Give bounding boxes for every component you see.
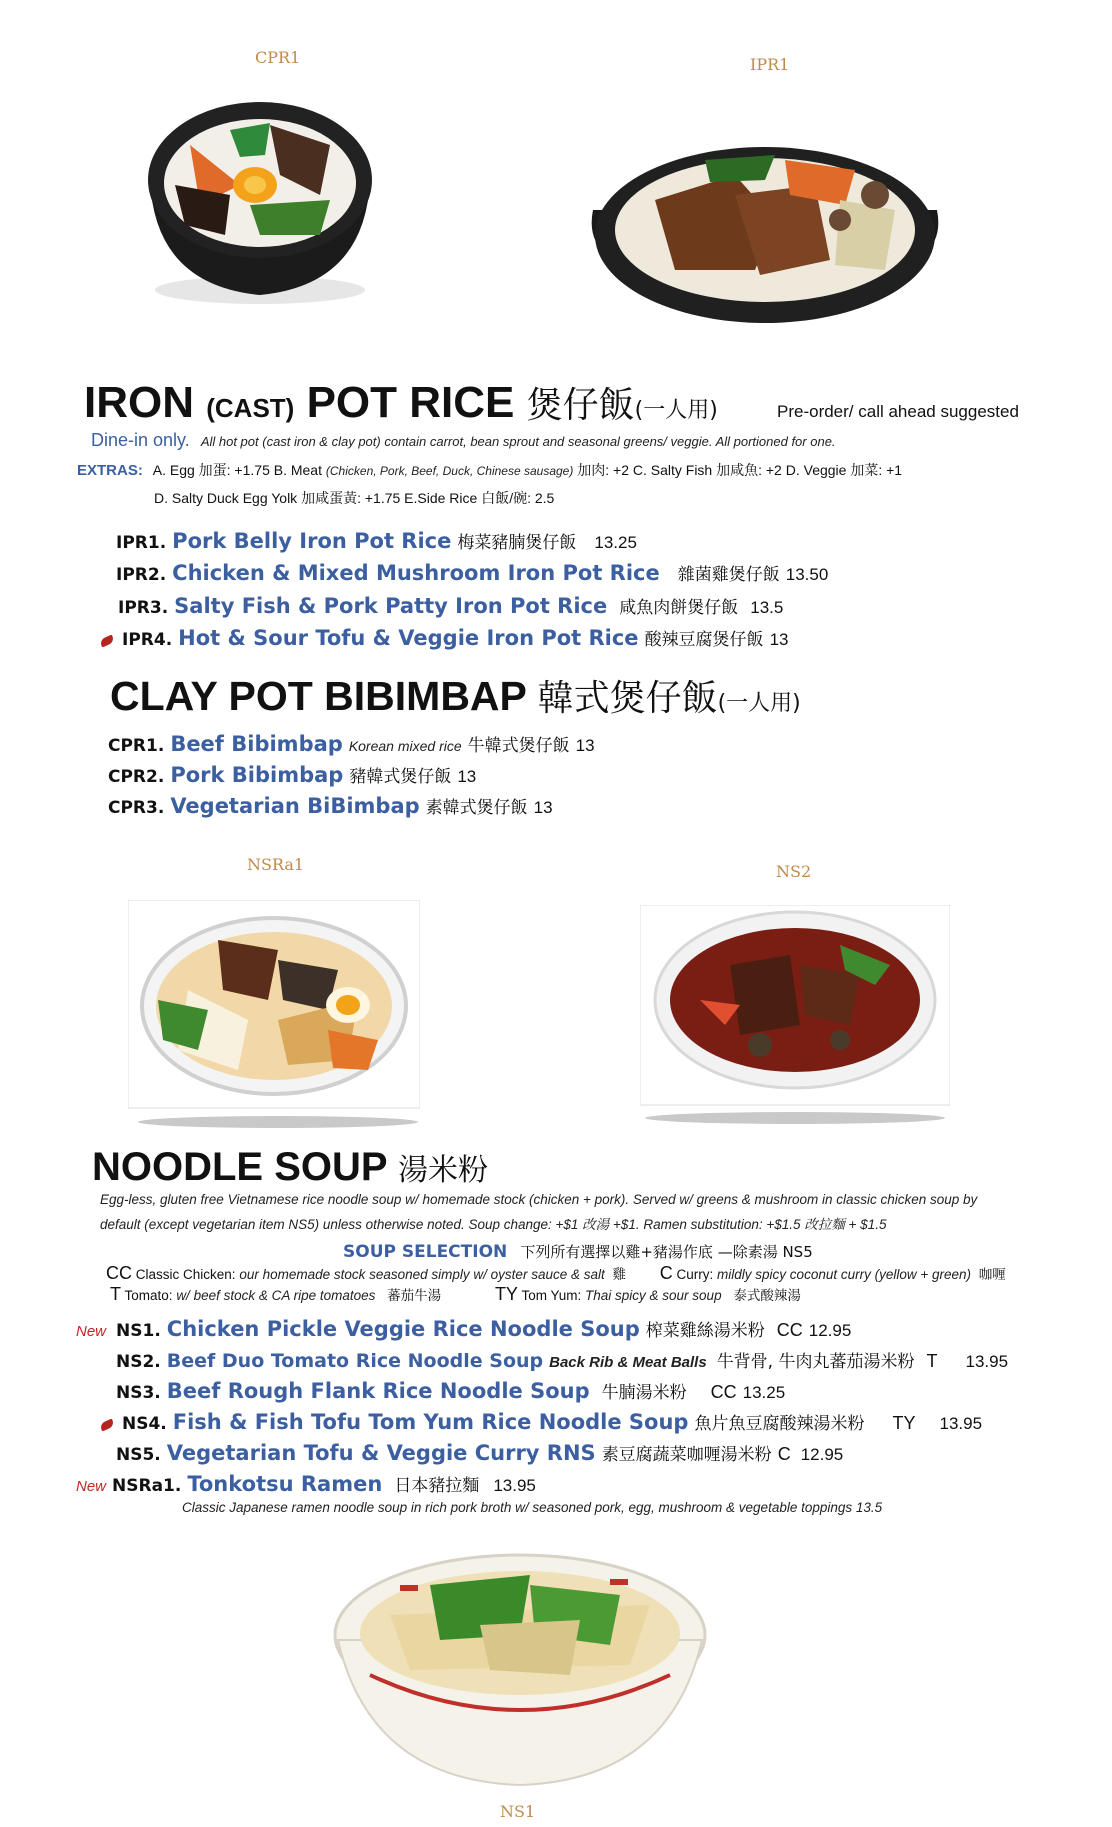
soup-options-line-1: CC Classic Chicken: our homemade stock seasoned simply w/ oyster sauce & salt 雞 C Curry: mildly spicy coconut curry (yellow + green) 咖喱 <box>106 1263 1006 1283</box>
menu-item-nsra1: New NSRa1. Tonkotsu Ramen 日本豬拉麵 13.95 <box>76 1472 536 1496</box>
menu-item-cpr1: CPR1. Beef Bibimbap Korean mixed rice 牛韓式煲仔飯 13 <box>108 732 595 756</box>
ramen-photo <box>128 900 420 1130</box>
noodle-soup-title: NOODLE SOUP 湯米粉 <box>92 1145 488 1189</box>
noodle-desc-2: default (except vegetarian item NS5) unless otherwise noted. Soup change: +$1 改湯 +$1. Ramen substitution: +$1.5 改拉麵 + $1.5 <box>100 1217 887 1232</box>
dine-in-line <box>91 430 836 451</box>
chili-icon <box>99 634 115 647</box>
extras-line-2: D. Salty Duck Egg Yolk 加咸蛋黃: +1.75 E.Side Rice 白飯/碗: 2.5 <box>154 490 555 506</box>
soup-code-t: T <box>110 1284 121 1304</box>
menu-item-ns2: NS2. Beef Duo Tomato Rice Noodle Soup Back Rib & Meat Balls 牛背骨, 牛肉丸蕃茄湯米粉 T 13.95 <box>116 1350 1009 1372</box>
photo-label-ipr1: IPR1 <box>750 55 790 74</box>
iron-pot-rice-title: IRON (CAST) POT RICE 煲仔飯(一人用) <box>84 378 718 427</box>
extras-line-1: EXTRAS: A. Egg 加蛋: +1.75 B. Meat (Chicken, Pork, Beef, Duck, Chinese sausage) 加肉: +2 C. Salty Fish 加咸魚: +2 D. Veggie 加菜: +1 <box>77 462 903 479</box>
photo-label-cpr1: CPR1 <box>255 48 301 67</box>
bibimbap-photo <box>130 85 390 315</box>
menu-item-ns3: NS3. Beef Rough Flank Rice Noodle Soup 牛腩湯米粉 CC 13.25 <box>116 1379 786 1403</box>
soup-code-c: C <box>659 1263 673 1283</box>
noodle-desc-1: Egg-less, gluten free Vietnamese rice noodle soup w/ homemade stock (chicken + pork). Served w/ greens & mushroom in classic chicken soup by <box>100 1192 978 1207</box>
clay-pot-title: CLAY POT BIBIMBAP 韓式煲仔飯(一人用) <box>110 673 801 719</box>
iron-pot-rice-photo <box>585 100 945 340</box>
chili-icon <box>99 1418 115 1431</box>
soup-selection-heading: SOUP SELECTION 下列所有選擇以雞+豬湯作底 —除素湯 NS5 <box>343 1242 813 1262</box>
dine-in-note: All hot pot (cast iron & clay pot) contain carrot, bean sprout and seasonal greens/ veggie. All portioned for one. <box>200 434 836 449</box>
beef-tomato-soup-photo <box>640 905 950 1125</box>
extras-label: EXTRAS: <box>77 462 143 479</box>
photo-label-ns1: NS1 <box>500 1802 536 1821</box>
menu-item-ns4: NS4. Fish & Fish Tofu Tom Yum Rice Noodle Soup 魚片魚豆腐酸辣湯米粉 TY 13.95 <box>100 1409 982 1434</box>
photo-label-ns2: NS2 <box>776 862 812 881</box>
chicken-pickle-noodle-photo <box>330 1545 710 1795</box>
soup-code-ty: TY <box>494 1284 518 1304</box>
soup-code-cc: CC <box>106 1263 132 1283</box>
dine-in-label: Dine-in only. <box>91 430 190 450</box>
menu-item-cpr2: CPR2. Pork Bibimbap 豬韓式煲仔飯 13 <box>108 763 477 787</box>
menu-item-ns5: NS5. Vegetarian Tofu & Veggie Curry RNS 素豆腐蔬菜咖喱湯米粉 C 12.95 <box>116 1441 844 1465</box>
menu-item-ipr2: IPR2. Chicken & Mixed Mushroom Iron Pot Rice 雜菌雞煲仔飯 13.50 <box>116 561 829 585</box>
menu-item-ipr3: IPR3. Salty Fish & Pork Patty Iron Pot Rice 咸魚肉餅煲仔飯 13.5 <box>118 594 784 618</box>
menu-item-ns1: New NS1. Chicken Pickle Veggie Rice Noodle Soup 榨菜雞絲湯米粉 CC 12.95 <box>76 1317 852 1341</box>
preorder-note: Pre-order/ call ahead suggested <box>777 402 1019 421</box>
menu-item-ipr1: IPR1. Pork Belly Iron Pot Rice 梅菜豬腩煲仔飯 13.25 <box>116 529 637 553</box>
menu-item-cpr3: CPR3. Vegetarian BiBimbap 素韓式煲仔飯 13 <box>108 794 553 818</box>
new-badge: New <box>76 1478 107 1495</box>
soup-options-line-2: T Tomato: w/ beef stock & CA ripe tomatoes 蕃茄牛湯 TY Tom Yum: Thai spicy & sour soup 泰式酸辣湯 <box>110 1284 801 1304</box>
menu-item-ipr4: IPR4. Hot & Sour Tofu & Veggie Iron Pot Rice 酸辣豆腐煲仔飯 13 <box>100 625 788 650</box>
new-badge: New <box>76 1323 107 1340</box>
photo-label-nsra1: NSRa1 <box>247 855 305 874</box>
ramen-note: Classic Japanese ramen noodle soup in rich pork broth w/ seasoned pork, egg, mushroom & vegetable toppings 13.5 <box>182 1500 883 1515</box>
